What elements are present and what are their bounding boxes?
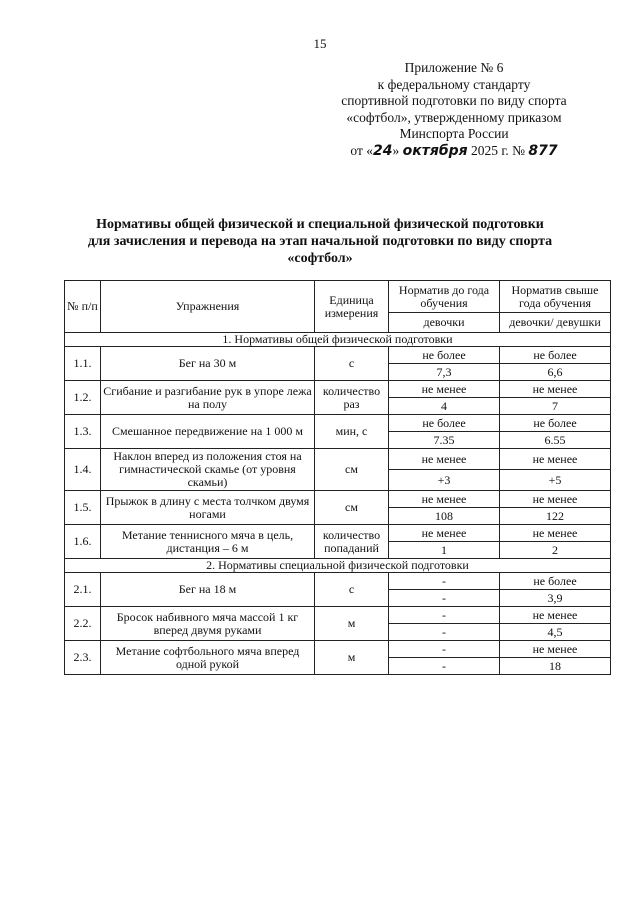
exercise-name: Наклон вперед из положения стоя на гимнастической скамье (от уровня скамьи) [101,449,315,491]
qualifier-first-year: не менее [389,491,500,508]
exercise-name: Бросок набивного мяча массой 1 кг вперед двумя руками [101,607,315,641]
value-after-year: 3,9 [500,590,611,607]
unit: с [315,347,389,381]
row-number: 2.3. [65,641,101,675]
qualifier-after-year: не более [500,347,611,364]
table-row [65,607,611,624]
qualifier-first-year: не менее [389,525,500,542]
appendix-line: «софтбол», утвержденному приказом [346,109,562,125]
row-number: 1.1. [65,347,101,381]
qualifier-after-year: не более [500,415,611,432]
qualifier-first-year: - [389,641,500,658]
qualifier-first-year: не более [389,347,500,364]
section-heading: 1. Нормативы общей физической подготовки [65,333,611,347]
appendix-line: Минспорта России [399,126,509,141]
row-number: 1.4. [65,449,101,491]
appendix-line: к федеральному стандарту [377,76,531,92]
unit: количество попаданий [315,525,389,559]
value-first-year: - [389,590,500,607]
qualifier-after-year: не менее [500,525,611,542]
header-norm-after-year: Норматив свыше года обучения [500,281,611,313]
handwritten-number: 877 [528,142,558,159]
row-number: 2.1. [65,573,101,607]
title-line: Нормативы общей физической и специальной физической подготовки [96,217,544,232]
qualifier-after-year: не более [500,573,611,590]
value-first-year: - [389,624,500,641]
qualifier-after-year: не менее [500,381,611,398]
value-first-year: 1 [389,542,500,559]
value-after-year: 122 [500,508,611,525]
qualifier-first-year: не более [389,415,500,432]
qualifier-after-year: не менее [500,641,611,658]
qualifier-first-year: - [389,573,500,590]
table-row [65,641,611,658]
order-date-line: от «24» октября 2025 г. № 877 [350,142,558,159]
header-norm-first-year: Норматив до года обучения [389,281,500,313]
exercise-name: Метание теннисного мяча в цель, дистанция – 6 м [101,525,315,559]
unit: с [315,573,389,607]
norms-table [64,280,611,675]
unit: см [315,491,389,525]
table-row [65,491,611,508]
row-number: 1.5. [65,491,101,525]
appendix-line: спортивной подготовки по виду спорта [341,93,567,108]
value-first-year: - [389,658,500,675]
appendix-title: Приложение № 6 [404,60,504,75]
qualifier-first-year: не менее [389,381,500,398]
table-row [65,449,611,470]
exercise-name: Бег на 30 м [101,347,315,381]
header-num: № п/п [65,281,101,333]
exercise-name: Прыжок в длину с места толчком двумя ногами [101,491,315,525]
row-number: 2.2. [65,607,101,641]
exercise-name: Сгибание и разгибание рук в упоре лежа на полу [101,381,315,415]
qualifier-after-year: не менее [500,491,611,508]
table-row [65,415,611,432]
header-girls: девочки [389,313,500,333]
unit: м [315,641,389,675]
value-first-year: 7,3 [389,364,500,381]
table-row [65,525,611,542]
title-line: для зачисления и перевода на этап начальной подготовки по виду спорта [87,234,553,249]
title-line: «софтбол» [287,251,353,266]
value-first-year: 7.35 [389,432,500,449]
value-after-year: 4,5 [500,624,611,641]
handwritten-month: октября [402,142,468,159]
unit: м [315,607,389,641]
value-after-year: 2 [500,542,611,559]
qualifier-after-year: не менее [500,607,611,624]
section-special-body [65,573,611,675]
value-after-year: 6.55 [500,432,611,449]
header-unit: Единица измерения [315,281,389,333]
header-girls-young-women: девочки/ девушки [500,313,611,333]
value-after-year: 18 [500,658,611,675]
value-first-year: +3 [389,470,500,491]
row-number: 1.6. [65,525,101,559]
handwritten-day: 24 [372,142,393,159]
exercise-name: Метание софтбольного мяча вперед одной рукой [101,641,315,675]
qualifier-after-year: не менее [500,449,611,470]
qualifier-first-year: не менее [389,449,500,470]
row-number: 1.2. [65,381,101,415]
value-after-year: 6,6 [500,364,611,381]
value-after-year: +5 [500,470,611,491]
unit: мин, с [315,415,389,449]
value-first-year: 108 [389,508,500,525]
document-title [40,216,600,267]
qualifier-first-year: - [389,607,500,624]
section-heading: 2. Нормативы специальной физической подготовки [65,559,611,573]
value-first-year: 4 [389,398,500,415]
unit: количество раз [315,381,389,415]
table-row [65,347,611,364]
exercise-name: Смешанное передвижение на 1 000 м [101,415,315,449]
page-number: 15 [313,36,327,51]
section-general-body [65,347,611,559]
unit: см [315,449,389,491]
table-row [65,573,611,590]
table-row [65,381,611,398]
header-exercise: Упражнения [101,281,315,333]
row-number: 1.3. [65,415,101,449]
value-after-year: 7 [500,398,611,415]
appendix-block [304,60,604,159]
exercise-name: Бег на 18 м [101,573,315,607]
